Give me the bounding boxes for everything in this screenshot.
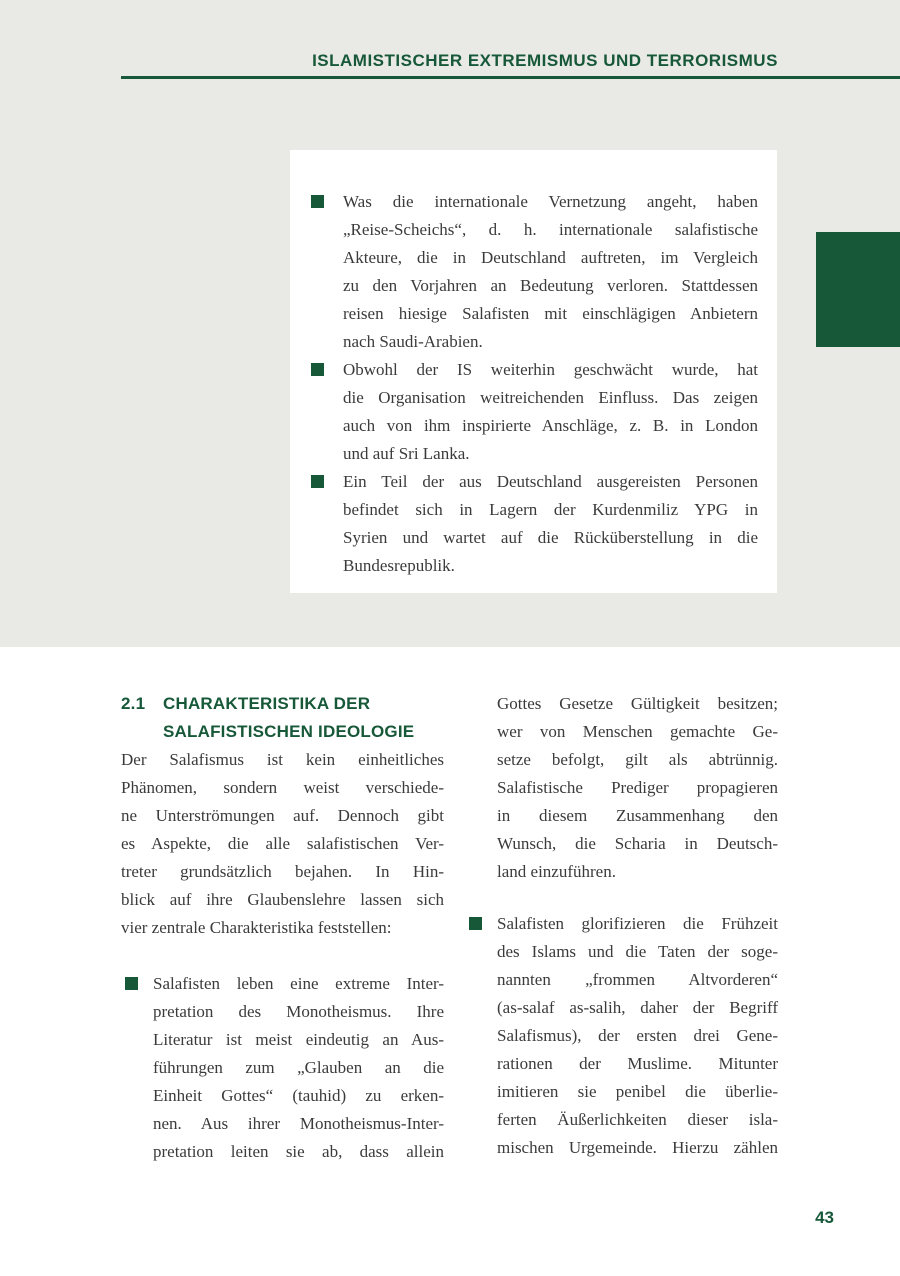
section-title <box>163 690 414 746</box>
text-line: Syrien und wartet auf die Rücküberstellung in die <box>343 528 758 547</box>
text-line: Salafismus), der ersten drei Gene- <box>497 1026 778 1045</box>
bullet-square-icon <box>311 475 324 488</box>
section-heading <box>121 690 444 746</box>
right-column <box>465 690 778 1162</box>
bullet-marker <box>311 188 343 208</box>
text-line: führungen zum „Glauben an die <box>153 1058 444 1077</box>
text-line: blick auf ihre Glaubenslehre lassen sich <box>121 890 444 909</box>
text-line: Salafistische Prediger propagieren <box>497 778 778 797</box>
text-line: Gottes Gesetze Gültigkeit besitzen; <box>497 694 778 713</box>
text-line: Salafisten leben eine extreme Inter- <box>153 974 444 993</box>
section-title-line-2: SALAFISTISCHEN IDEOLOGIE <box>163 722 415 741</box>
text-line: nach Saudi-Arabien. <box>343 332 483 351</box>
bullet-marker <box>465 910 497 930</box>
text-line: treter grundsätzlich bejahen. In Hin- <box>121 862 444 881</box>
text-line: Akteure, die in Deutschland auftreten, im Vergleich <box>343 248 758 267</box>
bullet-fruehzeit-text <box>497 910 778 1162</box>
text-line: Phänomen, sondern weist verschiede- <box>121 778 444 797</box>
summary-bullet-2-text <box>343 356 758 468</box>
text-line: pretation leiten sie ab, dass allein <box>153 1142 444 1161</box>
text-line: nannten „frommen Altvorderen“ <box>497 970 778 989</box>
bullet-square-icon <box>125 977 138 990</box>
summary-box <box>290 150 777 593</box>
column-bullet-fruehzeit <box>465 910 778 1162</box>
page-number: 43 <box>815 1208 834 1227</box>
bullet-square-icon <box>311 195 324 208</box>
bullet-square-icon <box>311 363 324 376</box>
bullet-continuation-paragraph <box>465 690 778 886</box>
text-line: Bundesrepublik. <box>343 556 455 575</box>
text-line: Was die internationale Vernetzung angeht, haben <box>343 192 758 211</box>
text-line: vier zentrale Charakteristika feststellen: <box>121 918 392 937</box>
text-line: Literatur ist meist eindeutig an Aus- <box>153 1030 444 1049</box>
text-line: Obwohl der IS weiterhin geschwächt wurde, hat <box>343 360 758 379</box>
text-line: Einheit Gottes“ (tauhid) zu erken- <box>153 1086 444 1105</box>
text-line: es Aspekte, die alle salafistischen Ver- <box>121 834 444 853</box>
text-line: ne Unterströmungen auf. Dennoch gibt <box>121 806 444 825</box>
summary-bullet-1-text <box>343 188 758 356</box>
text-line: nen. Aus ihrer Monotheismus-Inter- <box>153 1114 444 1133</box>
section-number: 2.1 <box>121 694 146 713</box>
text-line: in diesem Zusammenhang den <box>497 806 778 825</box>
text-line: die Organisation weitreichenden Einfluss. Das zeigen <box>343 388 758 407</box>
bullet-monotheismus-text <box>153 970 444 1166</box>
text-line: ferten Äußerlichkeiten dieser isla- <box>497 1110 778 1129</box>
running-header: ISLAMISTISCHER EXTREMISMUS UND TERRORISMUS <box>312 51 778 70</box>
text-line: zu den Vorjahren an Bedeutung verloren. Stattdessen <box>343 276 758 295</box>
text-line: befindet sich in Lagern der Kurdenmiliz YPG in <box>343 500 758 519</box>
text-line: Ein Teil der aus Deutschland ausgereisten Personen <box>343 472 758 491</box>
text-line: rationen der Muslime. Mitunter <box>497 1054 778 1073</box>
section-title-line-1: CHARAKTERISTIKA DER <box>163 694 371 713</box>
summary-bullet-1 <box>311 188 758 356</box>
bullet-marker <box>311 356 343 376</box>
text-line: wer von Menschen gemachte Ge- <box>497 722 778 741</box>
column-bullet-monotheismus <box>121 970 444 1166</box>
summary-bullet-3-text <box>343 468 758 580</box>
text-line: pretation des Monotheismus. Ihre <box>153 1002 444 1021</box>
bullet-marker <box>121 970 153 990</box>
left-column <box>121 690 444 1166</box>
text-line: setze befolgt, gilt als abtrünnig. <box>497 750 778 769</box>
bullet-square-icon <box>469 917 482 930</box>
text-line: Salafisten glorifizieren die Frühzeit <box>497 914 778 933</box>
text-line: land einzuführen. <box>497 862 616 881</box>
header-rule <box>121 76 900 79</box>
text-line: Der Salafismus ist kein einheitliches <box>121 750 444 769</box>
text-line: des Islams und die Taten der soge- <box>497 942 778 961</box>
text-line: „Reise-Scheichs“, d. h. internationale salafistische <box>343 220 758 239</box>
text-line: (as-salaf as-salih, daher der Begriff <box>497 998 778 1017</box>
text-line: Wunsch, die Scharia in Deutsch- <box>497 834 778 853</box>
chapter-edge-tab <box>816 232 900 347</box>
intro-paragraph <box>121 746 444 942</box>
summary-bullet-2 <box>311 356 758 468</box>
text-line: und auf Sri Lanka. <box>343 444 470 463</box>
text-line: auch von ihm inspirierte Anschläge, z. B. in London <box>343 416 758 435</box>
text-line: mischen Urgemeinde. Hierzu zählen <box>497 1138 778 1157</box>
bullet-marker <box>311 468 343 488</box>
text-line: reisen hiesige Salafisten mit einschlägigen Anbietern <box>343 304 758 323</box>
summary-bullet-3 <box>311 468 758 580</box>
text-line: imitieren sie penibel die überlie- <box>497 1082 778 1101</box>
